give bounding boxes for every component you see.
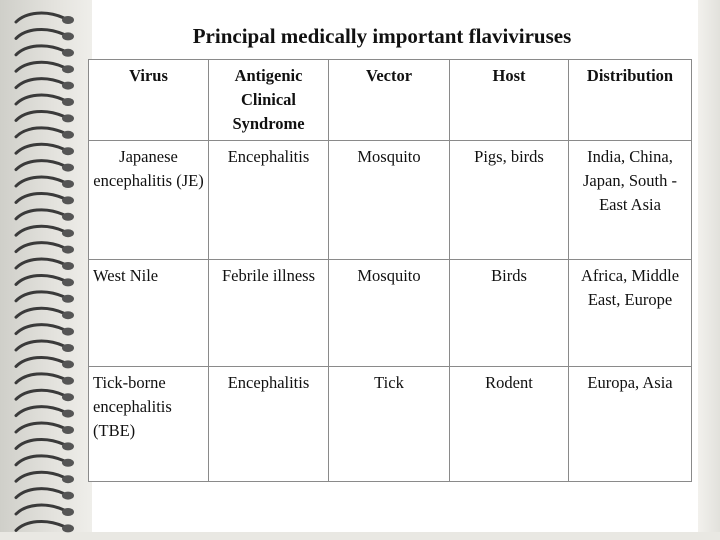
binding-ring xyxy=(16,325,64,334)
cell-distribution: Europa, Asia xyxy=(569,367,692,482)
cell-host: Birds xyxy=(450,260,569,367)
cell-distribution: India, China, Japan, South -East Asia xyxy=(569,141,692,260)
binding-ring xyxy=(16,275,64,284)
binding-ring xyxy=(16,177,64,186)
binding-ring xyxy=(16,111,64,120)
binding-ring xyxy=(16,439,64,448)
header-host: Host xyxy=(450,60,569,141)
binding-hole xyxy=(62,442,74,450)
binding-hole xyxy=(62,459,74,467)
right-decorative-band xyxy=(698,0,720,540)
binding-ring xyxy=(16,161,64,170)
binding-hole xyxy=(62,82,74,90)
binding-hole xyxy=(62,114,74,122)
binding-hole xyxy=(62,524,74,532)
binding-ring xyxy=(16,521,64,530)
binding-hole xyxy=(62,16,74,24)
cell-virus: West Nile xyxy=(89,260,209,367)
binding-ring xyxy=(16,259,64,268)
binding-ring xyxy=(16,489,64,498)
binding-hole xyxy=(62,229,74,237)
binding-hole xyxy=(62,246,74,254)
cell-virus: Tick-borne encephalitis (TBE) xyxy=(89,367,209,482)
binding-hole xyxy=(62,98,74,106)
binding-ring xyxy=(16,456,64,465)
table-header-row xyxy=(89,60,692,141)
binding-hole xyxy=(62,295,74,303)
binding-ring xyxy=(16,374,64,383)
cell-virus: Japanese encephalitis (JE) xyxy=(89,141,209,260)
binding-hole xyxy=(62,328,74,336)
binding-hole xyxy=(62,32,74,40)
binding-hole xyxy=(62,344,74,352)
binding-ring xyxy=(16,128,64,137)
binding-hole xyxy=(62,180,74,188)
cell-syndrome: Febrile illness xyxy=(209,260,329,367)
binding-ring xyxy=(16,390,64,399)
flavivirus-table xyxy=(88,59,692,482)
binding-ring xyxy=(16,226,64,235)
binding-ring xyxy=(16,243,64,252)
binding-hole xyxy=(62,213,74,221)
binding-ring xyxy=(16,62,64,71)
binding-ring xyxy=(16,341,64,350)
binding-ring xyxy=(16,13,64,22)
binding-ring xyxy=(16,308,64,317)
cell-host: Pigs, birds xyxy=(450,141,569,260)
binding-ring xyxy=(16,407,64,416)
binding-ring xyxy=(16,95,64,104)
binding-hole xyxy=(62,49,74,57)
binding-hole xyxy=(62,475,74,483)
cell-syndrome: Encephalitis xyxy=(209,141,329,260)
binding-hole xyxy=(62,131,74,139)
binding-hole xyxy=(62,65,74,73)
binding-hole xyxy=(62,426,74,434)
table-row xyxy=(89,260,692,367)
header-antigenic-clinical-syndrome: Antigenic Clinical Syndrome xyxy=(209,60,329,141)
binding-hole xyxy=(62,377,74,385)
binding-ring xyxy=(16,193,64,202)
table-row xyxy=(89,367,692,482)
binding-hole xyxy=(62,508,74,516)
binding-ring xyxy=(16,29,64,38)
header-virus: Virus xyxy=(89,60,209,141)
slide-title: Principal medically important flaviviruses xyxy=(192,24,572,48)
spiral-binding-decoration xyxy=(12,6,82,536)
binding-ring xyxy=(16,144,64,153)
cell-vector: Mosquito xyxy=(329,141,450,260)
cell-syndrome: Encephalitis xyxy=(209,367,329,482)
binding-hole xyxy=(62,360,74,368)
binding-ring xyxy=(16,423,64,432)
cell-vector: Tick xyxy=(329,367,450,482)
binding-ring xyxy=(16,210,64,219)
binding-ring xyxy=(16,505,64,514)
binding-hole xyxy=(62,262,74,270)
cell-distribution: Africa, Middle East, Europe xyxy=(569,260,692,367)
binding-hole xyxy=(62,164,74,172)
header-distribution: Distribution xyxy=(569,60,692,141)
cell-vector: Mosquito xyxy=(329,260,450,367)
binding-ring xyxy=(16,357,64,366)
binding-hole xyxy=(62,278,74,286)
binding-ring xyxy=(16,79,64,88)
binding-hole xyxy=(62,196,74,204)
binding-hole xyxy=(62,147,74,155)
bottom-decorative-band xyxy=(0,532,720,540)
binding-ring xyxy=(16,292,64,301)
header-vector: Vector xyxy=(329,60,450,141)
binding-ring xyxy=(16,472,64,481)
table-row xyxy=(89,141,692,260)
binding-hole xyxy=(62,410,74,418)
binding-hole xyxy=(62,311,74,319)
binding-hole xyxy=(62,393,74,401)
cell-host: Rodent xyxy=(450,367,569,482)
binding-ring xyxy=(16,46,64,55)
binding-hole xyxy=(62,492,74,500)
